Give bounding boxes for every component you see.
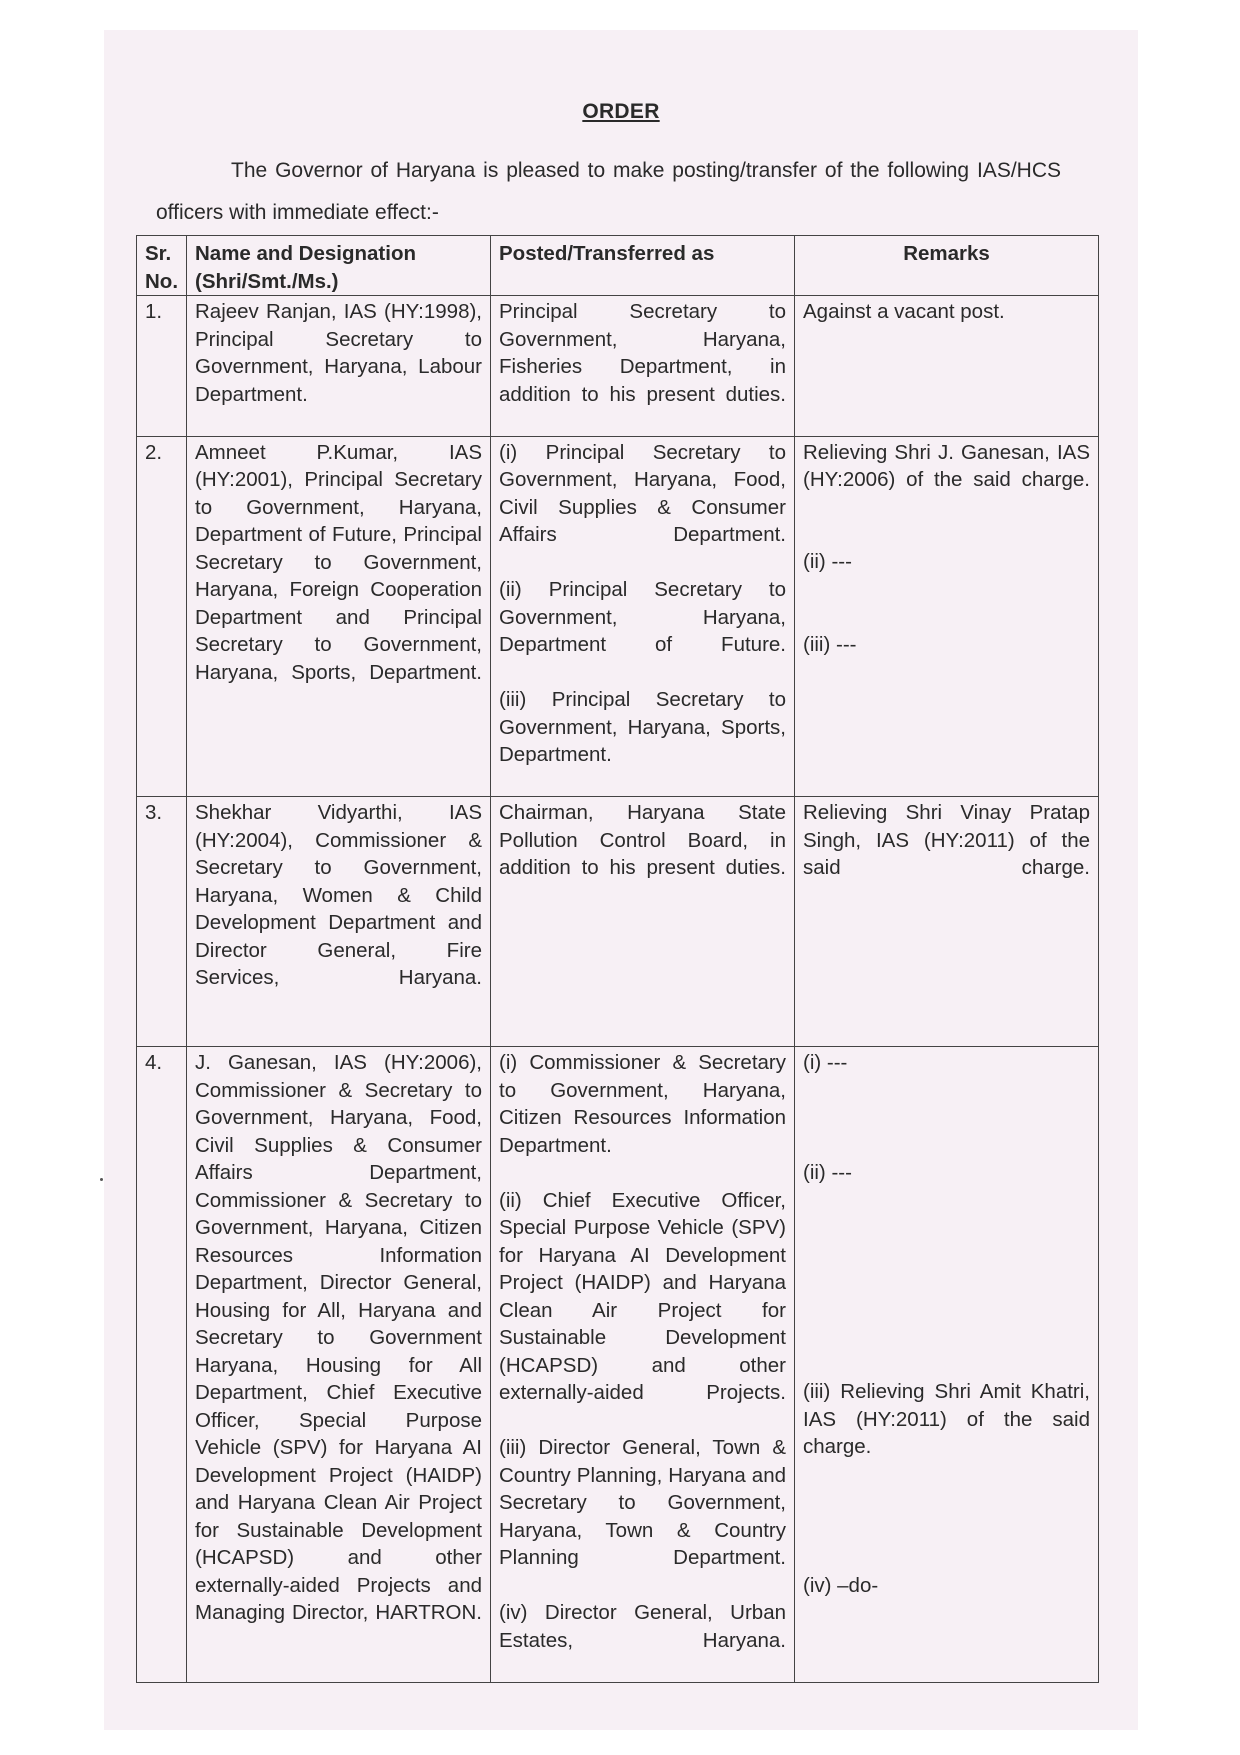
posting-entry: (ii) Principal Secretary to Government, Haryana, Department of Future. [499,578,786,656]
scan-speck [100,1178,103,1181]
row-name-designation: Rajeev Ranjan, IAS (HY:1998), Principal Secretary to Government, Haryana, Labour Department. [187,296,491,437]
row-sr-no: 1. [137,296,187,437]
posting-entry: (iv) Director General, Urban Estates, Haryana. [499,1601,786,1652]
remark-entry: (iv) –do- [803,1574,879,1597]
order-title: ORDER [582,100,660,123]
row-sr-no: 4. [137,1047,187,1683]
posting-entry: (iii) Principal Secretary to Government, Haryana, Sports, Department. [499,688,786,766]
document-page [104,30,1138,1730]
remark-entry: Relieving Shri J. Ganesan, IAS (HY:2006) of the said charge. [803,440,1090,491]
remark-entry: (ii) --- [803,1160,852,1184]
posting-entry: (ii) Chief Executive Officer, Special Purpose Vehicle (SPV) for Haryana AI Development Project (HAIDP) and Haryana Clean Air Project for Sustainable Development (HCAPSD) and other externally-aided Projects. [499,1188,786,1404]
row-posted-cell [491,296,795,437]
posting-entry: Chairman, Haryana State Pollution Control Board, in addition to his present duties. [499,801,786,879]
row-remarks-cell [795,797,1099,1047]
table-row [137,797,1099,1047]
header-sr-no: Sr. No. [137,236,187,296]
table-header-row [137,236,1099,296]
header-name-designation: Name and Designation (Shri/Smt./Ms.) [187,236,491,296]
posting-entry: (i) Principal Secretary to Government, Haryana, Food, Civil Supplies & Consumer Affairs Department. [499,440,786,546]
posting-entry: Principal Secretary to Government, Haryana, Fisheries Department, in addition to his present duties. [499,300,786,406]
row-sr-no: 2. [137,436,187,797]
row-name-designation: Amneet P.Kumar, IAS (HY:2001), Principal Secretary to Government, Haryana, Department of Future, Principal Secretary to Government, Haryana, Foreign Cooperation Department and Principal Secretary to Government, Haryana, Sports, Department. [187,436,491,797]
row-posted-cell [491,436,795,797]
header-posted-transferred: Posted/Transferred as [491,236,795,296]
remark-entry: (iii) --- [803,632,857,656]
row-posted-cell [491,797,795,1047]
intro-paragraph: The Governor of Haryana is pleased to make posting/transfer of the following IAS/HCS officers with immediate effect:- [156,159,1061,224]
posting-entry: (iii) Director General, Town & Country Planning, Haryana and Secretary to Government, Haryana, Town & Country Planning Department. [499,1436,786,1569]
row-sr-no: 3. [137,797,187,1047]
table-row [137,1047,1099,1683]
remark-entry: (iii) Relieving Shri Amit Khatri, IAS (HY:2011) of the said charge. [803,1380,1090,1458]
remark-entry: (ii) --- [803,550,852,573]
row-remarks-cell [795,436,1099,797]
table-row [137,296,1099,437]
row-remarks-cell [795,1047,1099,1683]
remark-entry: (i) --- [803,1051,848,1074]
row-name-designation: Shekhar Vidyarthi, IAS (HY:2004), Commissioner & Secretary to Government, Haryana, Women & Child Development Department and Director General, Fire Services, Haryana. [187,797,491,1047]
remark-entry: Against a vacant post. [803,300,1005,323]
row-name-designation: J. Ganesan, IAS (HY:2006), Commissioner & Secretary to Government, Haryana, Food, Civil Supplies & Consumer Affairs Department, Commissioner & Secretary to Government, Haryana, Citizen Resources Information Department, Director General, Housing for All, Haryana and Secretary to Government Haryana, Housing for All Department, Chief Executive Officer, Special Purpose Vehicle (SPV) for Haryana AI Development Project (HAIDP) and Haryana Clean Air Project for Sustainable Development (HCAPSD) and other externally-aided Projects and Managing Director, HARTRON. [187,1047,491,1683]
row-posted-cell [491,1047,795,1683]
remark-entry: Relieving Shri Vinay Pratap Singh, IAS (HY:2011) of the said charge. [803,801,1090,879]
posting-entry: (i) Commissioner & Secretary to Government, Haryana, Citizen Resources Information Department. [499,1051,786,1157]
row-remarks-cell [795,296,1099,437]
header-remarks: Remarks [795,236,1099,296]
table-row [137,436,1099,797]
orders-table [136,235,1099,1683]
